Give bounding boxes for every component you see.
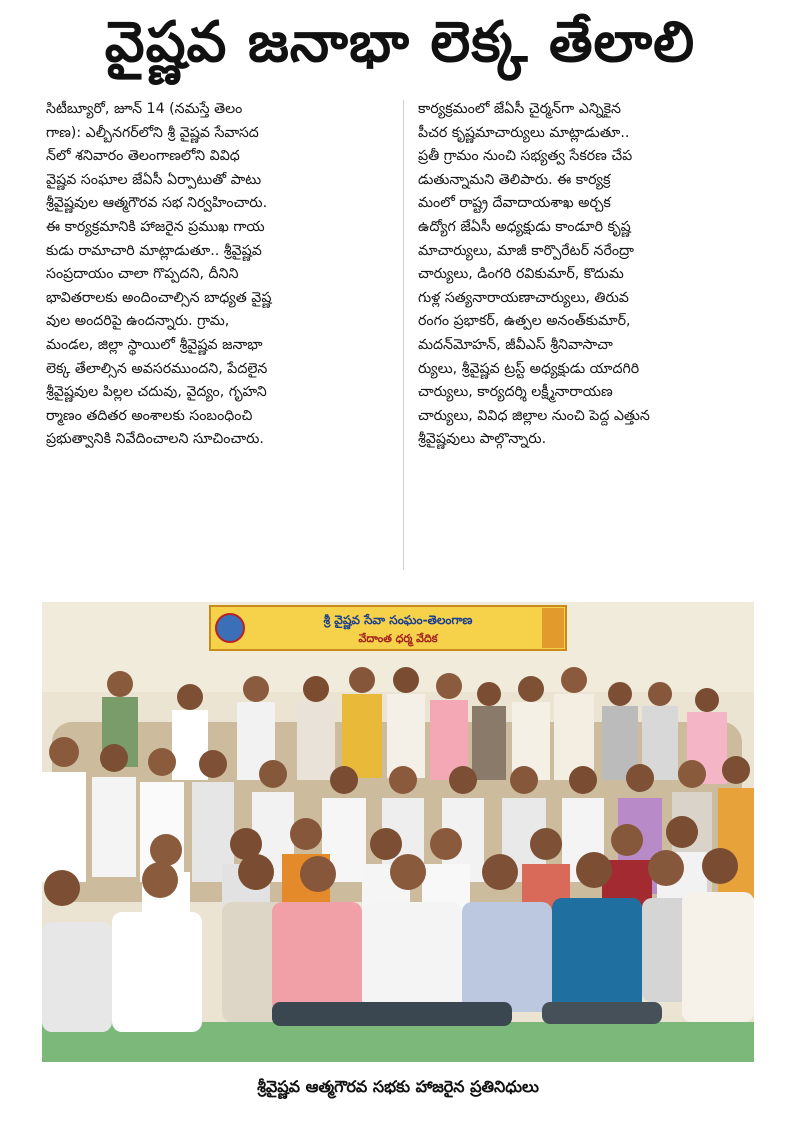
article-line: మండల, జిల్లా స్థాయిలో శ్రీవైష్ణవ జనాభా: [46, 336, 263, 353]
article-line: గుళ్ల సత్యనారాయణాచార్యులు, తిరువ: [418, 289, 629, 306]
article-line: మాచార్యులు, మాజీ కార్పొరేటర్ నరేంద్రా: [418, 242, 634, 259]
banner-line-2: వేదాంత ధర్మ వేదిక: [358, 632, 438, 645]
article-line: సంప్రదాయం చాలా గొప్పదని, దీనిని: [46, 266, 239, 283]
article-line: ర్మాణం తదితర అంశాలకు సంబంధించి: [46, 407, 253, 424]
article-line: గాణ): ఎల్బీనగర్‌లోని శ్రీ వైష్ణవ సేవాసద: [46, 124, 259, 141]
article-line: శ్రీవైష్ణవుల పిల్లల చదువు, వైద్యం, గృహని: [46, 384, 267, 401]
article-line: ర్యులు, శ్రీవైష్ణవ ట్రస్ట్ అధ్యక్షుడు యాదగిరి: [418, 360, 640, 377]
article-line: ప్రభుత్వానికి నివేదించాలని సూచించారు.: [46, 431, 264, 448]
article-line: న్‌లో శనివారం తెలంగాణలోని వివిధ: [46, 148, 240, 165]
article-line: శ్రీవైష్ణవుల ఆత్మగౌరవ సభ నిర్వహించారు.: [46, 195, 268, 212]
article-line: శ్రీవైష్ణవులు పాల్గొన్నారు.: [418, 431, 547, 448]
article-line: ఉద్యోగ జేఏసీ అధ్యక్షుడు కాండూరి కృష్ణ: [418, 218, 631, 235]
article-line: లెక్క తేలాల్సిన అవసరముందని, పేదలైన: [46, 360, 268, 377]
article-line: మంలో రాష్ట్ర దేవాదాయశాఖ అర్చక: [418, 195, 611, 212]
photo-caption: శ్రీవైష్ణవ ఆత్మగౌరవ సభకు హాజరైన ప్రతినిధులు: [257, 1076, 539, 1096]
article-line: ప్రతీ గ్రామం నుంచి సభ్యత్వ సేకరణ చేప: [418, 148, 633, 165]
column-divider: [403, 100, 404, 570]
stage-banner: [210, 606, 566, 650]
article-line: భావితరాలకు అందించాల్సిన బాధ్యత వైష్ణ: [46, 289, 272, 306]
article-line: రంగం ప్రభాకర్, ఉత్పల అనంత్‌కుమార్,: [418, 313, 631, 330]
article-line: కుడు రామాచారి మాట్లాడుతూ.. శ్రీవైష్ణవ: [46, 242, 262, 259]
article-column-right: [418, 98, 764, 452]
article-line: మదన్‌మోహన్, జీవీఎస్ శ్రీనివాసాచా: [418, 336, 613, 353]
banner-line-1: శ్రీ వైష్ణవ సేవా సంఘం-తెలంగాణ: [323, 613, 473, 627]
article-line: ఈ కార్యక్రమానికి హాజరైన ప్రముఖ గాయ: [46, 218, 265, 235]
group-photo: [42, 602, 754, 1062]
article-column-left: [46, 98, 392, 452]
article-line: చార్యులు, కార్యదర్శి లక్ష్మీనారాయణ: [418, 384, 613, 401]
article-line: వుల అందరిపై ఉందన్నారు. గ్రామ,: [46, 313, 230, 330]
article-line: సిటీబ్యూరో, జూన్ 14 (నమస్తే తెలం: [46, 101, 243, 117]
headline: వైష్ణవ జనాభా లెక్క తేలాలి: [104, 9, 696, 75]
article-line: వైష్ణవ సంఘాల జేఏసీ ఏర్పాటుతో పాటు: [46, 171, 262, 188]
group-photo-illustration: [42, 602, 754, 1062]
article-line: చార్యులు, డింగరి రవికుమార్, కొదుమ: [418, 266, 624, 283]
article-line: పీచర కృష్ణమాచార్యులు మాట్లాడుతూ..: [418, 124, 630, 141]
article-line: డుతున్నామని తెలిపారు. ఈ కార్యక్ర: [418, 171, 611, 188]
article-line: కార్యక్రమంలో జేఏసీ చైర్మన్‌గా ఎన్నికైన: [418, 101, 621, 117]
article-line: చార్యులు, వివిధ జిల్లాల నుంచి పెద్ద ఎత్తున: [418, 407, 650, 424]
